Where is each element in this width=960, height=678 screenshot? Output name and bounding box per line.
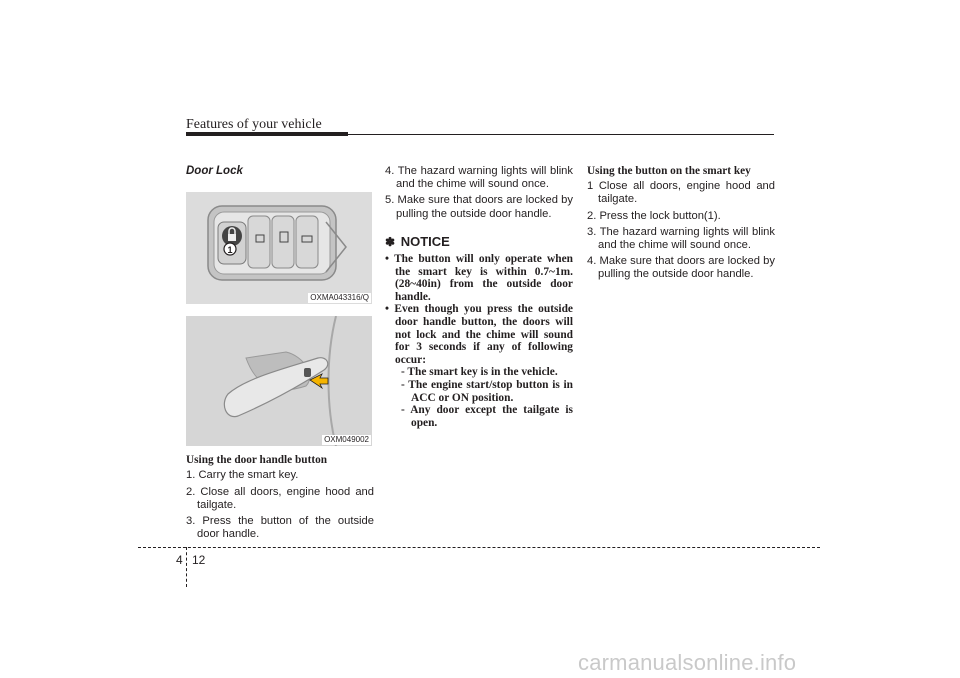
- column-right: [587, 165, 775, 285]
- door-handle-figure: [186, 316, 372, 446]
- subheading: Using the button on the smart key: [587, 165, 751, 177]
- door-handle-illustration: [186, 316, 372, 446]
- notice-bullet: • Even though you press the outside door handle button, the doors will not lock and the chime will sound for 3 seconds if any of following occur:: [385, 303, 573, 366]
- notice-title: [385, 235, 573, 249]
- callout-number: 1: [227, 245, 233, 256]
- list-item: 4. The hazard warning lights will blink and the chime will sound once.: [385, 165, 573, 191]
- subheading: Using the door handle button: [186, 454, 328, 467]
- notice-subitem: - The engine start/stop button is in ACC or ON position.: [401, 378, 573, 404]
- list-item: 1 Close all doors, engine hood and tailgate.: [587, 180, 775, 206]
- section-title: Door Lock: [186, 165, 243, 177]
- notice-subitem: - Any door except the tailgate is open.: [401, 404, 573, 429]
- footer-rule: [138, 547, 820, 548]
- list-item: 3. Press the button of the outside door handle.: [186, 515, 374, 541]
- column-left: [186, 165, 374, 544]
- watermark: carmanualsonline.info: [578, 650, 797, 675]
- notice-subitem: - The smart key is in the vehicle.: [401, 366, 558, 379]
- header-rule: [186, 134, 774, 135]
- list-item: 1. Carry the smart key.: [186, 469, 299, 482]
- footer-divider: [186, 547, 187, 587]
- page-header-title: Features of your vehicle: [186, 117, 322, 132]
- page-number: 12: [192, 553, 206, 567]
- notice-icon: ✽: [385, 234, 396, 249]
- list-item: 3. The hazard warning lights will blink and the chime will sound once.: [587, 225, 775, 252]
- list-item: 5. Make sure that doors are locked by pulling the outside door handle.: [385, 194, 573, 220]
- list-item: 4. Make sure that doors are locked by pulling the outside door handle.: [587, 255, 775, 281]
- notice-bullet: • The button will only operate when the smart key is within 0.7~1m. (28~40in) from the outside door handle.: [385, 253, 573, 303]
- list-item: 2. Press the lock button(1).: [587, 209, 721, 222]
- smart-key-illustration: [186, 192, 372, 304]
- figure-code: OXMA043316/Q: [310, 293, 369, 303]
- column-middle: [385, 165, 573, 429]
- smart-key-figure: [186, 192, 372, 304]
- notice-label: NOTICE: [400, 233, 450, 249]
- figure-code: OXM049002: [324, 435, 369, 445]
- section-number: 4: [176, 553, 183, 567]
- list-item: 2. Close all doors, engine hood and tailgate.: [186, 485, 374, 511]
